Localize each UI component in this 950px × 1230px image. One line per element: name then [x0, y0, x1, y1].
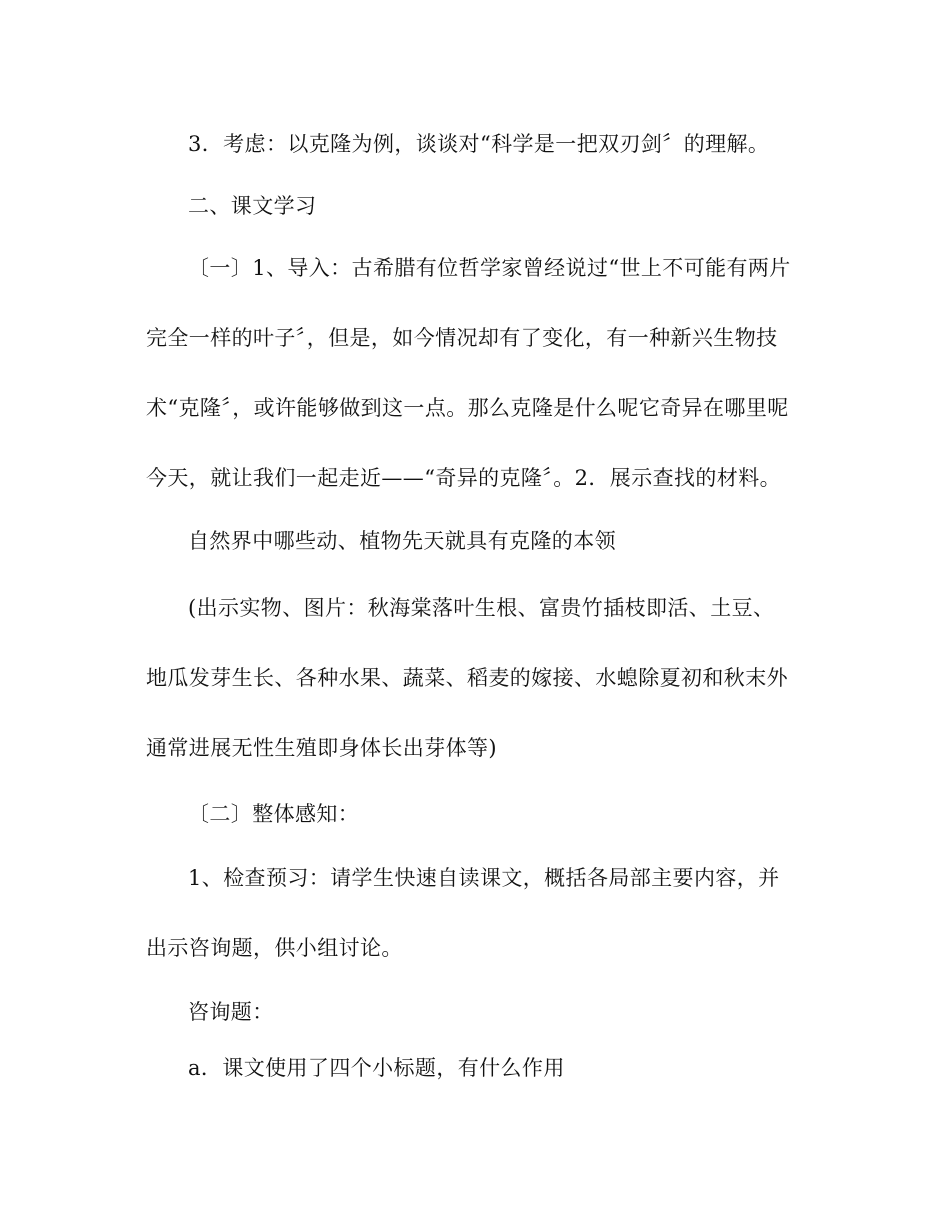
section-heading-overall-perception: 〔二〕整体感知： [188, 802, 360, 826]
examples-paragraph-line-3: 通常进展无性生殖即身体长出芽体等) [146, 736, 497, 760]
question-a-line: a．课文使用了四个小标题，有什么作用 [188, 1056, 565, 1080]
intro-paragraph-line-2: 完全一样的叶子〞，但是，如今情况却有了变化，有一种新兴生物技 [146, 326, 778, 350]
intro-paragraph-line-4: 今天，就让我们一起走近——“奇异的克隆〞。2．展示查找的材料。 [146, 466, 781, 490]
examples-paragraph-line-2: 地瓜发芽生长、各种水果、蔬菜、稻麦的嫁接、水螅除夏初和秋末外 [146, 666, 788, 690]
intro-paragraph-line-3: 术“克隆〞，或许能够做到这一点。那么克隆是什么呢它奇异在哪里呢 [146, 396, 789, 420]
intro-paragraph-line-1: 〔一〕1、导入：古希腊有位哲学家曾经说过“世上不可能有两片 [188, 256, 791, 280]
preview-check-line-2: 出示咨询题，供小组讨论。 [146, 936, 403, 960]
nature-cloning-question: 自然界中哪些动、植物先天就具有克隆的本领 [188, 529, 616, 553]
preview-check-line-1: 1、检查预习：请学生快速自读课文，概括各局部主要内容，并 [188, 866, 780, 890]
question-3-line: 3．考虑：以克隆为例，谈谈对“科学是一把双刃剑〞的理解。 [188, 132, 770, 156]
questions-heading: 咨询题： [188, 1000, 274, 1024]
examples-paragraph-line-1: (出示实物、图片：秋海棠落叶生根、富贵竹插枝即活、土豆、 [188, 596, 775, 620]
section-heading-lesson-study: 二、课文学习 [188, 194, 317, 218]
